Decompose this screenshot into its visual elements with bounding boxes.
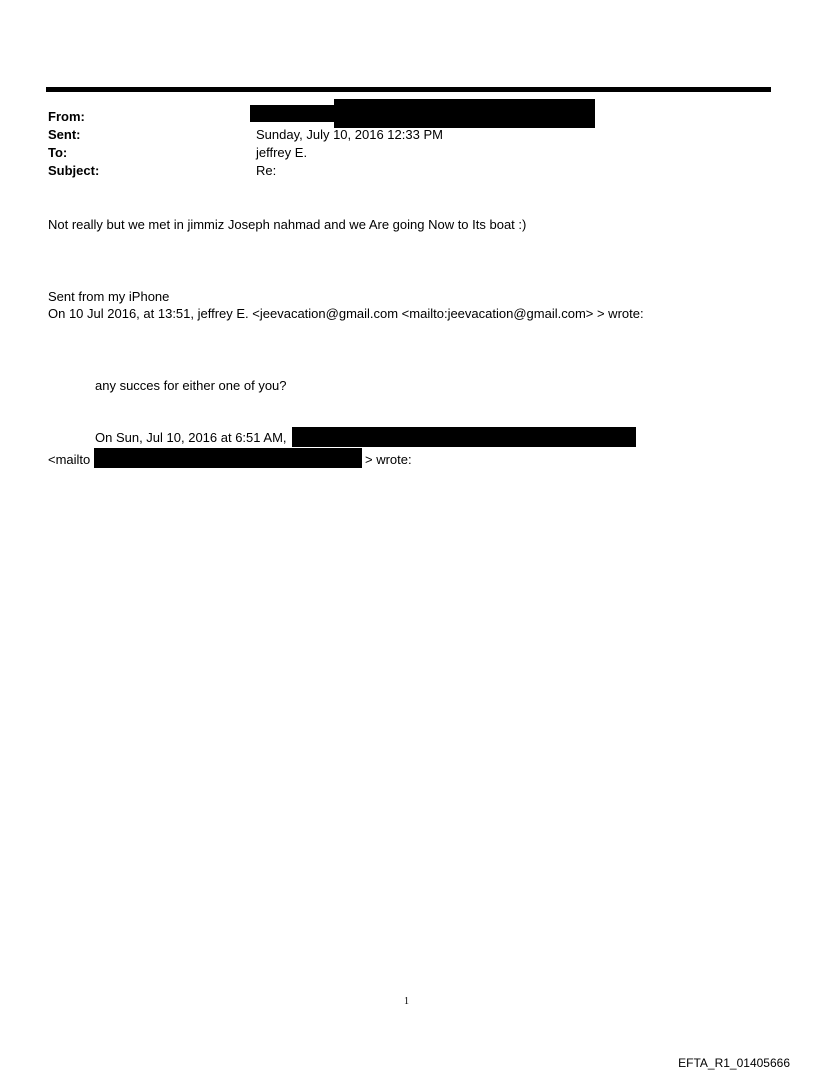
subject-label: Subject: (48, 163, 100, 178)
sent-label: Sent: (48, 127, 81, 142)
nested-intro: On Sun, Jul 10, 2016 at 6:51 AM, (95, 430, 287, 445)
message-body: Not really but we met in jimmiz Joseph nahmad and we Are going Now to Its boat :) (48, 217, 527, 232)
from-label: From: (48, 109, 85, 124)
page-number: 1 (404, 996, 409, 1007)
to-label: To: (48, 145, 68, 160)
nested-wrote: > wrote: (365, 452, 412, 467)
signature: Sent from my iPhone (48, 289, 170, 304)
subject-value: Re: (256, 163, 277, 178)
bates-number: EFTA_R1_01405666 (678, 1056, 790, 1070)
from-redaction-block (334, 99, 595, 128)
nested-sender-redaction (292, 427, 636, 447)
from-redaction (250, 105, 338, 122)
sent-value: Sunday, July 10, 2016 12:33 PM (256, 127, 443, 142)
header-divider (46, 87, 771, 92)
to-value: jeffrey E. (256, 145, 308, 160)
nested-mailto: <mailto (48, 452, 91, 467)
reply-text: any succes for either one of you? (95, 378, 287, 393)
nested-mailto-redaction (94, 448, 362, 468)
quote-intro: On 10 Jul 2016, at 13:51, jeffrey E. <jeevacation@gmail.com <mailto:jeevacation@gmail.com> > wrote: (48, 306, 644, 321)
